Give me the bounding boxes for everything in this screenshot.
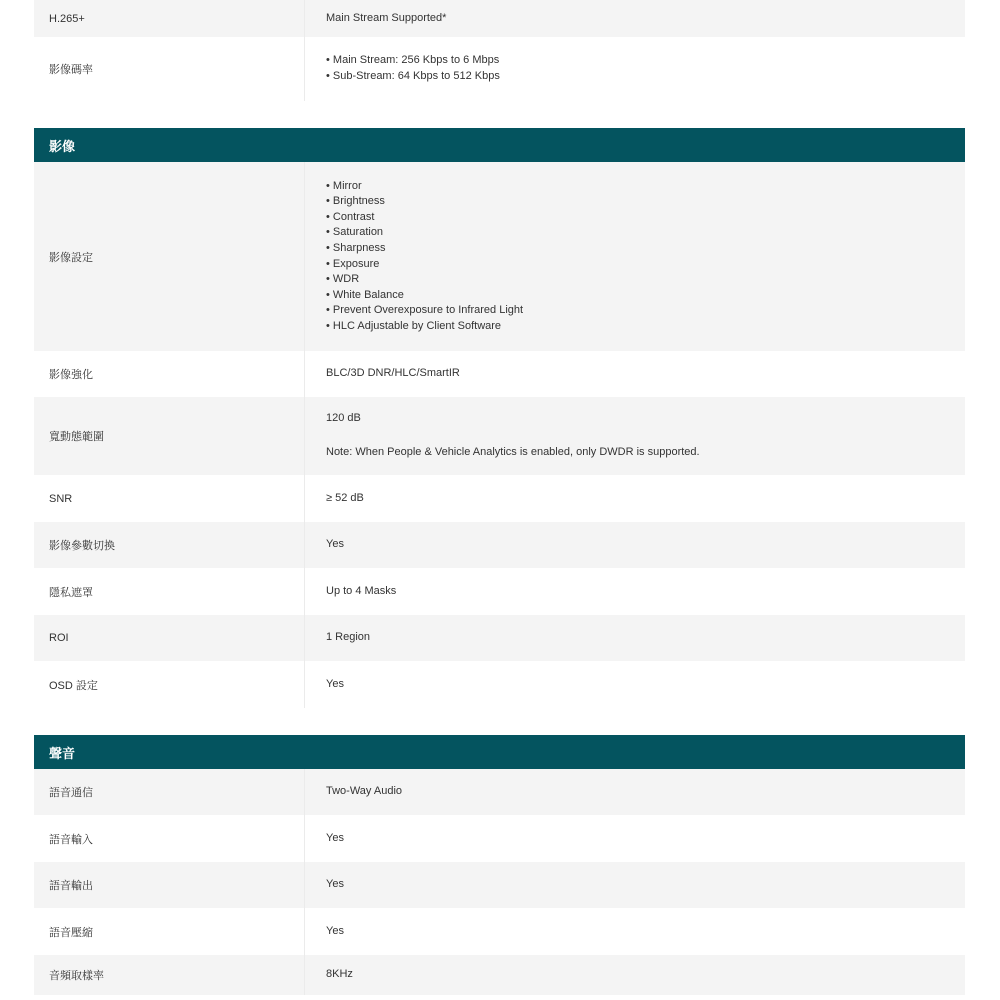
spec-row-audio-compression	[34, 908, 965, 955]
spec-value-line: 8KHz	[326, 968, 353, 981]
spec-row-roi	[34, 615, 965, 661]
spec-value-line: • Exposure	[326, 257, 380, 270]
spec-value-line: 120 dB	[326, 412, 361, 425]
spec-row-image-settings	[34, 162, 965, 351]
spec-value-line: Yes	[326, 538, 344, 551]
spec-value-line: 1 Region	[326, 631, 371, 644]
spec-row-audio-sample-rate	[34, 955, 965, 995]
spec-value-line: • Mirror	[326, 179, 362, 192]
spec-table	[34, 0, 965, 995]
spec-value-line: Two-Way Audio	[326, 785, 403, 798]
spec-row-h265plus	[34, 0, 965, 37]
spec-value-line: • Brightness	[326, 195, 385, 208]
spec-row-audio-input	[34, 815, 965, 862]
spec-row-privacy-mask	[34, 568, 965, 615]
spec-row-image-enhance	[34, 351, 965, 397]
spec-note: Note: When People & Vehicle Analytics is enabled, only DWDR is supported.	[326, 446, 700, 458]
spec-value-line: • Prevent Overexposure to Infrared Light	[326, 304, 524, 317]
spec-value-line: Main Stream Supported*	[326, 11, 447, 24]
spec-value	[304, 522, 965, 568]
spec-value-line: BLC/3D DNR/HLC/SmartIR	[326, 367, 460, 380]
spec-value-line: Yes	[326, 924, 344, 937]
spec-value-line: Yes	[326, 831, 344, 844]
spec-label: 寬動態範圍	[49, 431, 104, 443]
spec-value	[304, 908, 965, 955]
spec-value	[304, 0, 965, 37]
spec-value-line: Yes	[326, 677, 344, 690]
spec-label: 語音輸出	[49, 880, 93, 892]
spec-label: 語音通信	[49, 787, 93, 799]
spec-value	[304, 615, 965, 661]
spec-value	[304, 862, 965, 908]
spec-value-line: • Saturation	[326, 226, 384, 239]
spec-value-line: • Main Stream: 256 Kbps to 6 Mbps	[326, 54, 500, 67]
spec-value-line: ≥ 52 dB	[326, 491, 364, 504]
spec-value	[304, 162, 965, 351]
spec-value	[304, 351, 965, 397]
spec-value-line: • HLC Adjustable by Client Software	[326, 319, 502, 332]
spec-label: SNR	[49, 492, 73, 505]
spec-value	[304, 568, 965, 615]
spec-value-line: Up to 4 Masks	[326, 584, 397, 597]
spec-value	[304, 769, 965, 815]
spec-value-line: • Contrast	[326, 210, 375, 223]
spec-label: H.265+	[49, 12, 85, 25]
spec-value-line: • White Balance	[326, 288, 404, 301]
spec-label: OSD 設定	[49, 679, 98, 692]
spec-label: 音頻取樣率	[49, 970, 104, 982]
spec-row-wdr	[34, 397, 965, 475]
section-header-image: 影像	[34, 128, 965, 162]
spec-value	[304, 475, 965, 522]
spec-value-line: Yes	[326, 878, 344, 891]
spec-label: 影像強化	[49, 369, 93, 381]
spec-value	[304, 661, 965, 708]
spec-label: ROI	[49, 632, 69, 644]
section-header-audio: 聲音	[34, 735, 965, 769]
spec-value	[304, 955, 965, 995]
spec-value-line: • WDR	[326, 273, 360, 286]
section-gap	[34, 708, 965, 735]
spec-row-snr	[34, 475, 965, 522]
spec-row-audio-comm	[34, 769, 965, 815]
spec-row-audio-output	[34, 862, 965, 908]
spec-label: 隱私遮罩	[49, 586, 93, 599]
spec-label: 影像設定	[49, 251, 93, 264]
spec-value-line: • Sub-Stream: 64 Kbps to 512 Kbps	[326, 70, 500, 82]
spec-row-bitrate	[34, 37, 965, 101]
spec-value-line: • Sharpness	[326, 241, 386, 254]
spec-row-osd	[34, 661, 965, 708]
spec-label: 影像碼率	[49, 64, 93, 76]
spec-label: 語音壓縮	[49, 926, 93, 939]
spec-label: 影像參數切換	[49, 540, 115, 552]
spec-row-param-switch	[34, 522, 965, 568]
spec-value	[304, 815, 965, 862]
spec-value	[304, 397, 965, 475]
section-gap	[34, 101, 965, 128]
spec-value	[304, 37, 965, 101]
spec-label: 語音輸入	[49, 833, 93, 846]
